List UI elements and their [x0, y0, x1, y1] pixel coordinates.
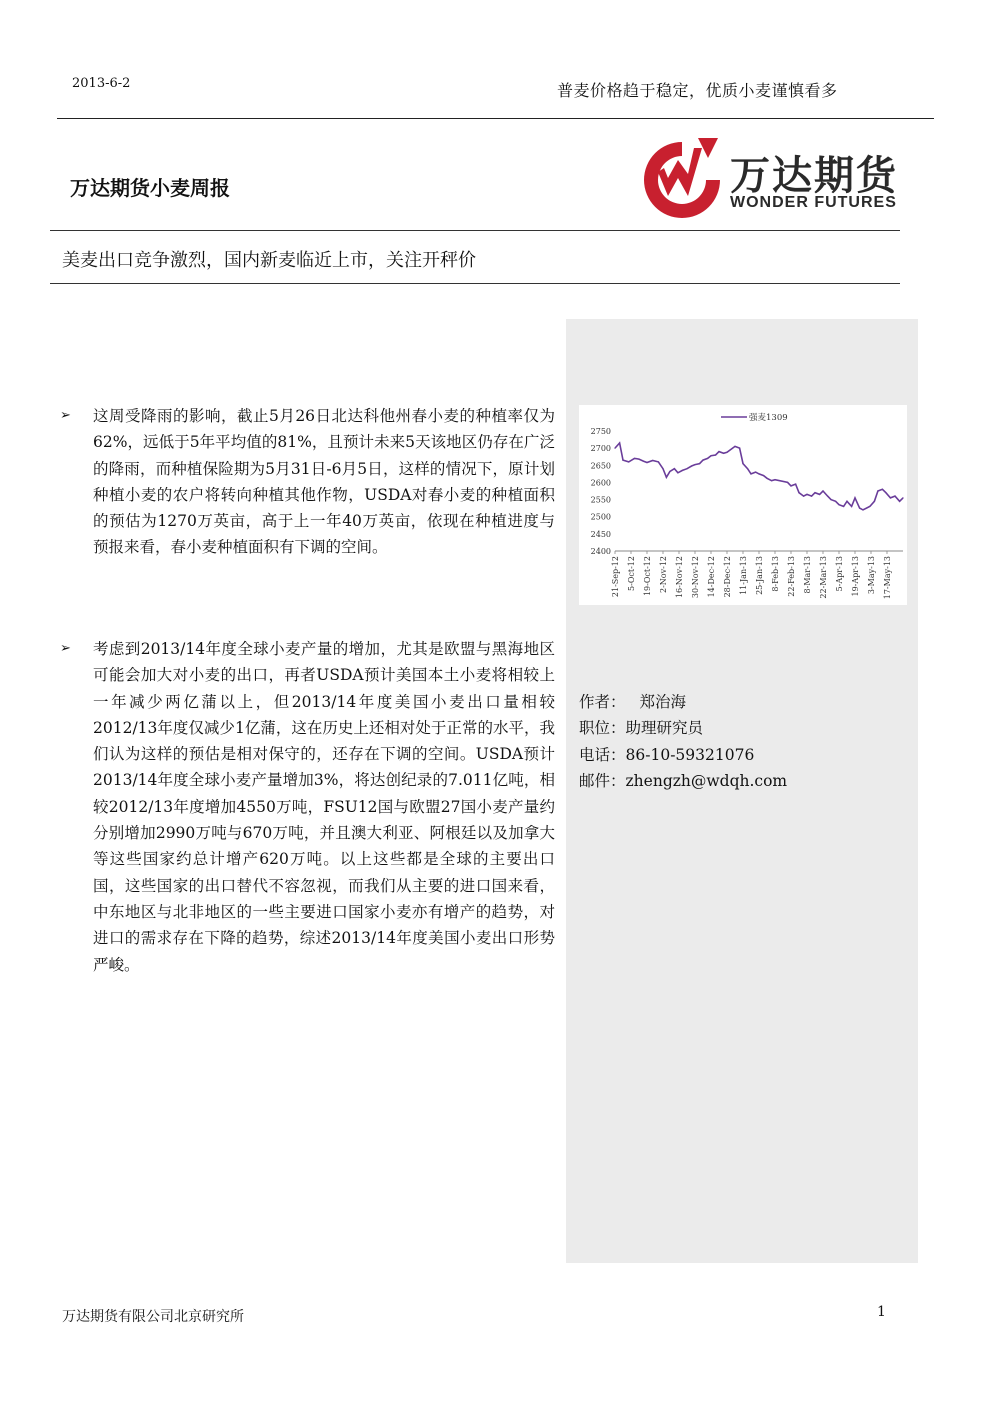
y-tick-label: 2650	[590, 461, 611, 471]
data-point	[638, 459, 639, 460]
author-email-link[interactable]: zhengzh@wdqh.com	[625, 771, 788, 790]
x-tick-label: 5-Apr-13	[835, 556, 844, 592]
author-name-row	[579, 689, 787, 715]
price-chart	[579, 405, 907, 605]
x-tick-label: 21-Sep-12	[611, 556, 620, 598]
data-point	[707, 458, 708, 459]
header-tagline: 普麦价格趋于稳定，优质小麦谨慎看多	[557, 81, 838, 100]
author-position: 助理研究员	[625, 719, 704, 738]
logo-name-en: WONDER FUTURES	[730, 194, 897, 211]
data-point	[652, 460, 653, 461]
data-point	[634, 458, 635, 459]
y-tick-label: 2400	[590, 547, 611, 556]
author-name-label: 作者：	[579, 693, 626, 711]
author-phone: 86-10-59321076	[625, 745, 755, 764]
data-point	[851, 506, 852, 507]
x-tick-label: 17-May-13	[883, 556, 892, 600]
data-point	[643, 461, 644, 462]
x-tick-label: 19-Apr-13	[851, 556, 860, 597]
data-point	[766, 478, 767, 479]
data-point	[843, 506, 844, 507]
data-point	[699, 463, 700, 464]
data-point	[830, 499, 831, 500]
x-tick-label: 14-Dec-12	[707, 556, 716, 598]
data-point	[806, 494, 807, 495]
x-tick-label: 8-Feb-13	[771, 556, 780, 592]
data-point	[619, 442, 620, 443]
data-point	[827, 496, 828, 497]
x-tick-label: 22-Mar-13	[819, 556, 828, 599]
subtitle-top-divider	[50, 230, 900, 231]
data-point	[750, 473, 751, 474]
author-email-label: 邮件：	[579, 771, 626, 790]
data-point	[715, 454, 716, 455]
data-point	[726, 452, 727, 453]
data-point	[628, 461, 629, 462]
price-chart-svg	[579, 405, 907, 605]
header-divider	[57, 118, 934, 119]
y-tick-label: 2600	[590, 478, 611, 488]
data-point	[838, 504, 839, 505]
data-point	[899, 501, 900, 502]
data-point	[819, 494, 820, 495]
data-point	[787, 482, 788, 483]
x-tick-label: 22-Feb-13	[787, 556, 796, 597]
data-point	[790, 485, 791, 486]
subtitle-bottom-divider	[50, 283, 900, 284]
author-name: 郑治海	[639, 693, 687, 711]
x-tick-label: 3-May-13	[867, 556, 876, 595]
data-point	[686, 468, 687, 469]
y-tick-label: 2750	[590, 427, 611, 436]
data-point	[763, 475, 764, 476]
y-tick-label: 2450	[590, 529, 611, 539]
data-point	[694, 464, 695, 465]
data-point	[658, 461, 659, 462]
author-position-row	[579, 715, 787, 741]
data-point	[869, 506, 870, 507]
data-point	[885, 492, 886, 493]
data-point	[854, 497, 855, 498]
author-phone-label: 电话：	[579, 745, 626, 764]
data-point	[835, 501, 836, 502]
data-point	[894, 496, 895, 497]
x-tick-label: 5-Oct-12	[627, 556, 636, 591]
x-tick-label: 30-Nov-12	[691, 556, 700, 599]
data-point	[702, 460, 703, 461]
data-point	[742, 463, 743, 464]
data-point	[803, 496, 804, 497]
data-point	[718, 451, 719, 452]
data-point	[877, 490, 878, 491]
x-tick-label: 28-Dec-12	[723, 556, 732, 598]
data-point	[734, 446, 735, 447]
data-point	[666, 477, 667, 478]
data-point	[710, 455, 711, 456]
x-tick-label: 16-Nov-12	[675, 556, 684, 599]
author-phone-row	[579, 742, 787, 768]
data-point	[798, 492, 799, 493]
data-point	[691, 465, 692, 466]
footer-company: 万达期货有限公司北京研究所	[62, 1309, 244, 1325]
logo-name-cn: 万达期货	[730, 153, 898, 199]
data-point	[669, 471, 670, 472]
bullet-paragraph: 考虑到2013/14年度全球小麦产量的增加，尤其是欧盟与黑海地区可能会加大对小麦的出口，再者USDA预计美国本土小麦将相较上一年减少两亿蒲以上，但2013/14年度美国小麦出口量相较2012/13年度仅减少1亿蒲，这在历史上还相对处于正常的水平，我们认为这样的预估是相对保守的，还存在下调的空间。USDA预计2013/14年度全球小麦产量增加3%，将达创纪录的7.011亿吨，相较2012/13年度增加4550万吨，FSU12国与欧盟27国小麦产量约分别增加2990万吨与670万吨，并且澳大利亚、阿根廷以及加拿大等这些国家约总计增产620万吨。以上这些都是全球的主要出口国，这些国家的出口替代不容忽视，而我们从主要的进口国来看，中东地区与北非地区的一些主要进口国家小麦亦有增产的趋势，对进口的需求存在下降的趋势，综述2013/14年度美国小麦出口形势严峻。	[93, 640, 555, 974]
data-point	[874, 501, 875, 502]
report-date: 2013-6-2	[72, 76, 131, 91]
data-point	[822, 490, 823, 491]
legend-label: 强麦1309	[749, 413, 788, 423]
data-point	[755, 472, 756, 473]
y-tick-label: 2500	[590, 512, 611, 522]
data-point	[774, 479, 775, 480]
data-point	[739, 448, 740, 449]
data-point	[862, 509, 863, 510]
data-point	[859, 508, 860, 509]
data-point	[795, 484, 796, 485]
data-point	[614, 448, 615, 449]
x-tick-label: 19-Oct-12	[643, 556, 652, 597]
x-tick-label: 11-Jan-13	[739, 556, 748, 595]
data-point	[758, 473, 759, 474]
series-line-qiangmai-1309	[615, 443, 903, 510]
data-point	[723, 453, 724, 454]
data-point	[682, 470, 683, 471]
author-email-row[interactable]	[579, 768, 787, 794]
data-point	[882, 489, 883, 490]
y-tick-label: 2550	[590, 495, 611, 505]
report-subtitle: 美麦出口竞争激烈，国内新麦临近上市，关注开秤价	[62, 250, 476, 271]
data-point	[677, 472, 678, 473]
author-position-label: 职位：	[579, 719, 626, 738]
bullet-marker-icon: ➢	[60, 641, 71, 656]
data-point	[771, 480, 772, 481]
data-point	[890, 497, 891, 498]
data-point	[674, 468, 675, 469]
author-info	[579, 689, 787, 794]
data-point	[646, 462, 647, 463]
bullet-marker-icon: ➢	[60, 408, 71, 423]
data-point	[814, 492, 815, 493]
logo-emblem-icon	[644, 138, 720, 218]
data-point	[846, 501, 847, 502]
x-tick-label: 25-Jan-13	[755, 556, 764, 595]
page-number: 1	[877, 1304, 886, 1320]
data-point	[747, 468, 748, 469]
data-point	[811, 496, 812, 497]
report-title: 万达期货小麦周报	[70, 176, 230, 200]
bullet-paragraph: 这周受降雨的影响，截止5月26日北达科他州春小麦的种植率仅为62%，远低于5年平均值的81%，且预计未来5天该地区仍存在广泛的降雨，而种植保险期为5月31日-6月5日，这样的情况下，原计划种植小麦的农户将转向种植其他作物，USDA对春小麦的种植面积的预估为1270万英亩，高于上一年40万英亩，依现在种植进度与预报来看，春小麦种植面积有下调的空间。	[93, 407, 555, 557]
x-tick-label: 8-Mar-13	[803, 556, 812, 594]
data-point	[662, 468, 663, 469]
x-tick-label: 2-Nov-12	[659, 556, 668, 594]
y-tick-label: 2700	[590, 444, 611, 454]
data-point	[622, 460, 623, 461]
data-point	[902, 497, 903, 498]
